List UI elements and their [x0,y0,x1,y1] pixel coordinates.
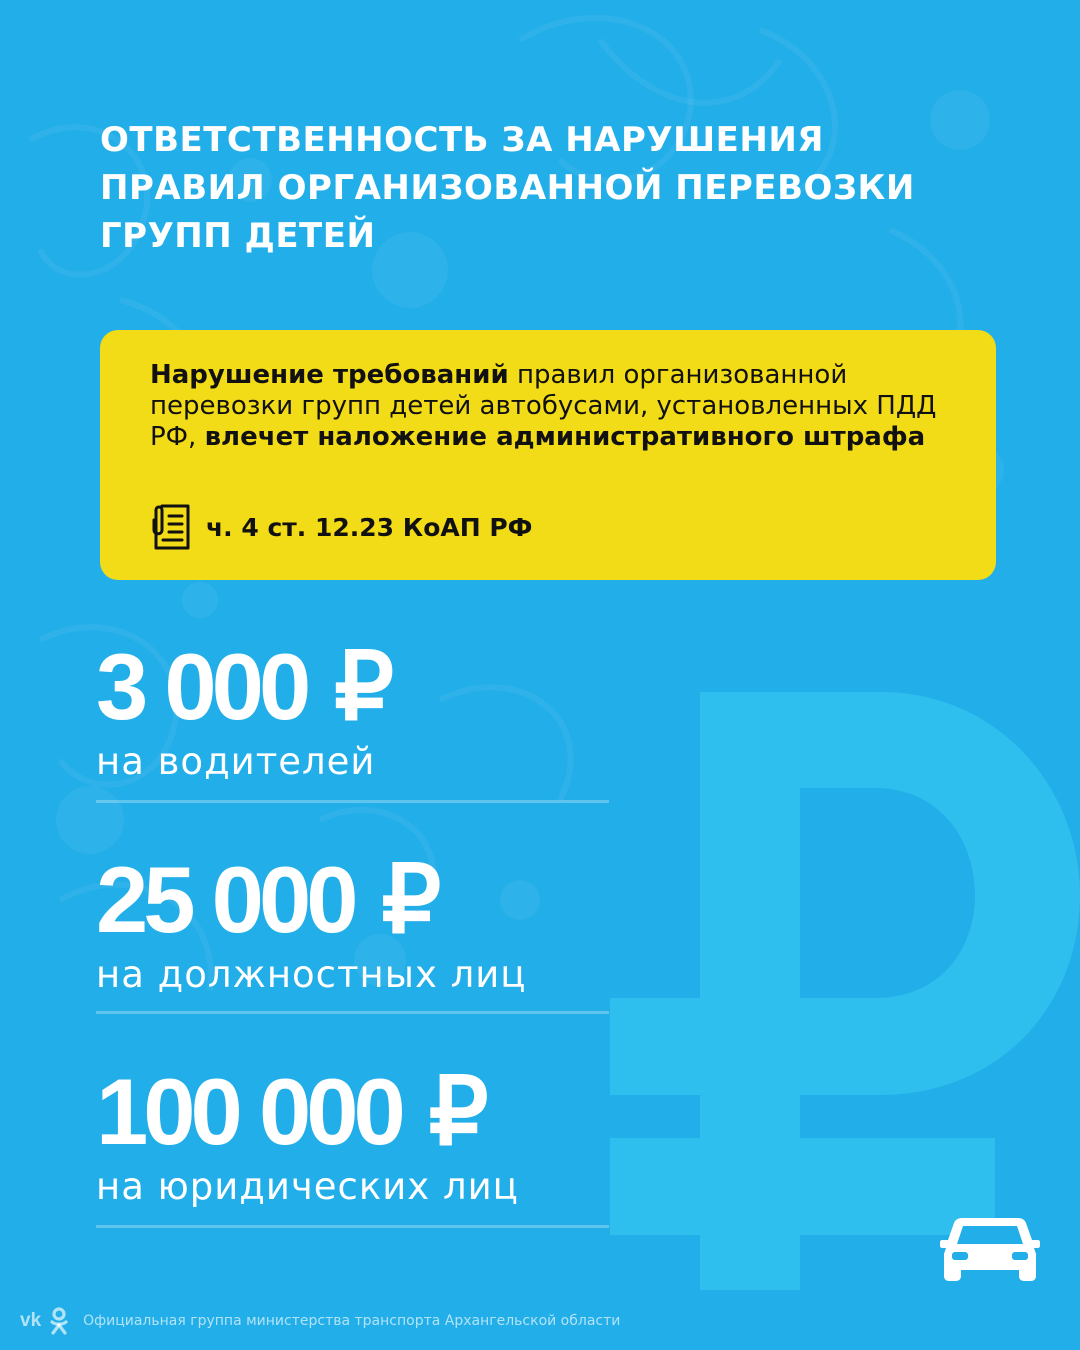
violation-info-card [100,330,996,580]
penalty-bold-text: влечет наложение административного штрафа [204,422,926,452]
vk-icon[interactable]: vk [20,1310,42,1331]
fine-amount [96,1059,616,1164]
ruble-sign: ₽ [334,634,395,739]
title-line: ПРАВИЛ ОРГАНИЗОВАННОЙ ПЕРЕВОЗКИ [100,168,915,208]
divider [96,800,609,803]
fine-target: на должностных лиц [96,953,527,996]
law-reference-text: ч. 4 ст. 12.23 КоАП РФ [206,512,533,542]
title-line: ГРУПП ДЕТЕЙ [100,216,376,256]
background-ruble-icon [600,680,1080,1290]
footer [20,1303,620,1339]
fine-amount [96,634,616,739]
document-icon [150,502,192,552]
violation-description [150,360,970,453]
ruble-sign: ₽ [381,847,442,952]
page-title [100,116,1000,260]
violation-text: правил организованной перевозки групп детей автобусами, установленных ПДД РФ, [150,360,937,452]
fine-drivers [96,634,616,784]
odnoklassniki-icon[interactable] [49,1306,69,1336]
fine-amount-value: 100 000 [96,1059,401,1164]
fine-amount-value: 3 000 [96,634,307,739]
title-line: ОТВЕТСТВЕННОСТЬ ЗА НАРУШЕНИЯ [100,120,824,160]
divider [96,1011,609,1014]
footer-caption: Официальная группа министерства транспорта Архангельской области [83,1313,621,1329]
fine-target: на водителей [96,740,376,783]
fine-officials [96,847,616,997]
fine-amount [96,847,616,952]
car-icon [940,1214,1040,1284]
fine-target: на юридических лиц [96,1165,519,1208]
law-reference [150,502,532,552]
fine-amount-value: 25 000 [96,847,354,952]
fine-legal-entities [96,1059,616,1209]
divider [96,1225,609,1228]
ruble-sign: ₽ [428,1059,489,1164]
violation-bold-lead: Нарушение требований [150,360,509,390]
